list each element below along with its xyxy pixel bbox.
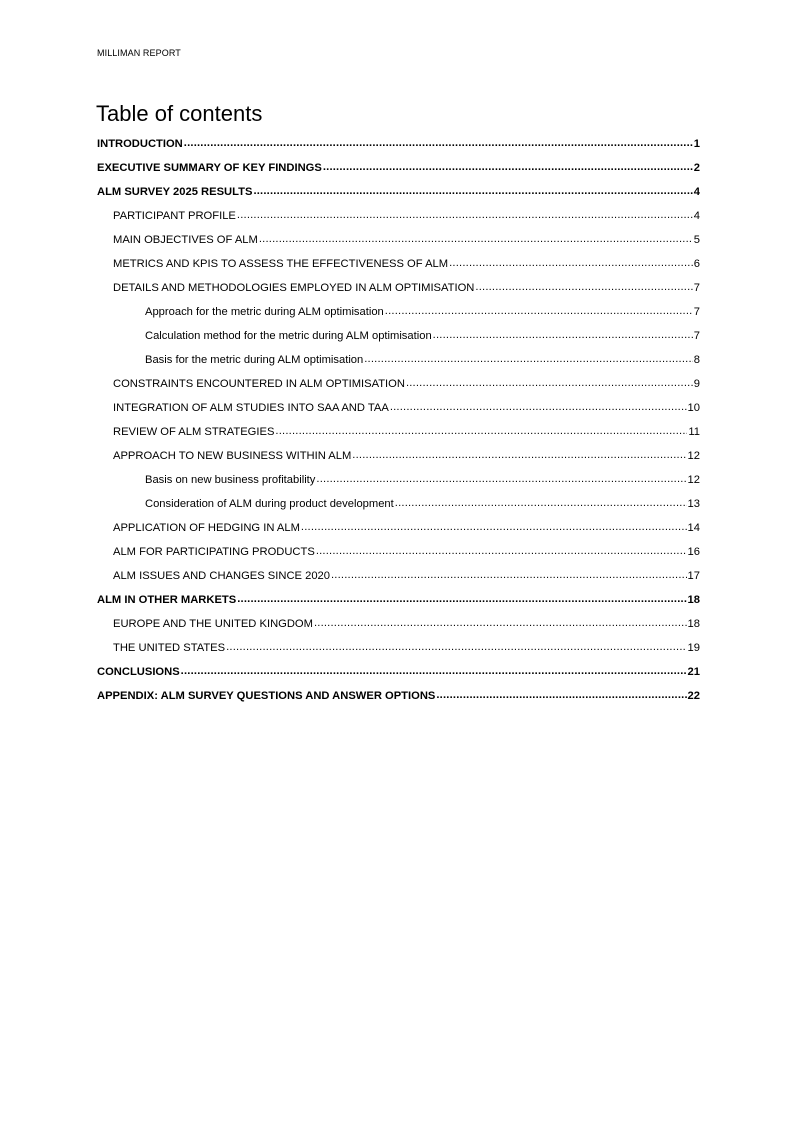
toc-entry-label: CONCLUSIONS bbox=[97, 666, 180, 678]
toc-entry-label: DETAILS AND METHODOLOGIES EMPLOYED IN ALM OPTIMISATION bbox=[113, 282, 475, 294]
toc-entry-page-number: 18 bbox=[687, 618, 700, 630]
dot-leader bbox=[301, 521, 687, 535]
toc-entry-label: ALM ISSUES AND CHANGES SINCE 2020 bbox=[113, 570, 330, 582]
toc-entry[interactable] bbox=[0, 588, 700, 612]
toc-entry-label: APPENDIX: ALM SURVEY QUESTIONS AND ANSWER OPTIONS bbox=[97, 690, 436, 702]
toc-entry[interactable] bbox=[0, 132, 700, 156]
toc-entry-page-number: 9 bbox=[693, 378, 700, 390]
toc-entry-label: Basis for the metric during ALM optimisation bbox=[145, 354, 364, 366]
toc-entry-label: APPLICATION OF HEDGING IN ALM bbox=[113, 522, 300, 534]
toc-entry-label: EUROPE AND THE UNITED KINGDOM bbox=[113, 618, 313, 630]
toc-entry-page-number: 2 bbox=[693, 162, 700, 174]
dot-leader bbox=[395, 497, 687, 511]
dot-leader bbox=[449, 257, 693, 271]
dot-leader bbox=[275, 425, 687, 439]
page-title: Table of contents bbox=[96, 101, 263, 126]
toc-entry[interactable] bbox=[0, 420, 700, 444]
dot-leader bbox=[323, 161, 693, 175]
toc-entry[interactable] bbox=[0, 348, 700, 372]
toc-entry-page-number: 8 bbox=[693, 354, 700, 366]
toc-entry-label: Approach for the metric during ALM optimisation bbox=[145, 306, 384, 318]
toc-entry[interactable] bbox=[0, 204, 700, 228]
toc-entry-label: Basis on new business profitability bbox=[145, 474, 316, 486]
dot-leader bbox=[226, 641, 686, 655]
toc-entry-page-number: 12 bbox=[687, 450, 700, 462]
toc-entry-page-number: 19 bbox=[687, 642, 700, 654]
toc-entry-label: REVIEW OF ALM STRATEGIES bbox=[113, 426, 275, 438]
toc-entry-page-number: 5 bbox=[693, 234, 700, 246]
toc-entry[interactable] bbox=[0, 300, 700, 324]
toc-entry-page-number: 10 bbox=[687, 402, 700, 414]
dot-leader bbox=[253, 185, 692, 199]
dot-leader bbox=[475, 281, 692, 295]
toc-entry-label: Calculation method for the metric during ALM optimisation bbox=[145, 330, 432, 342]
dot-leader bbox=[316, 545, 687, 559]
toc-entry-label: EXECUTIVE SUMMARY OF KEY FINDINGS bbox=[97, 162, 322, 174]
dot-leader bbox=[316, 473, 686, 487]
toc-entry-page-number: 7 bbox=[693, 282, 700, 294]
toc-entry[interactable] bbox=[0, 612, 700, 636]
toc-entry-page-number: 21 bbox=[687, 666, 700, 678]
toc-entry-page-number: 6 bbox=[693, 258, 700, 270]
toc-entry[interactable] bbox=[0, 492, 700, 516]
dot-leader bbox=[385, 305, 693, 319]
toc-entry[interactable] bbox=[0, 252, 700, 276]
toc-entry-page-number: 1 bbox=[693, 138, 700, 150]
toc-entry-label: CONSTRAINTS ENCOUNTERED IN ALM OPTIMISATION bbox=[113, 378, 405, 390]
toc-entry-label: PARTICIPANT PROFILE bbox=[113, 210, 236, 222]
toc-entry-label: APPROACH TO NEW BUSINESS WITHIN ALM bbox=[113, 450, 352, 462]
toc-entry-label: METRICS AND KPIS TO ASSESS THE EFFECTIVENESS OF ALM bbox=[113, 258, 449, 270]
toc-entry-page-number: 22 bbox=[687, 690, 700, 702]
running-header: MILLIMAN REPORT bbox=[97, 48, 181, 58]
dot-leader bbox=[436, 689, 686, 703]
toc-entry-label: MAIN OBJECTIVES OF ALM bbox=[113, 234, 258, 246]
toc-entry-label: THE UNITED STATES bbox=[113, 642, 226, 654]
dot-leader bbox=[352, 449, 686, 463]
dot-leader bbox=[433, 329, 693, 343]
table-of-contents bbox=[0, 132, 800, 708]
toc-entry[interactable] bbox=[0, 564, 700, 588]
toc-entry[interactable] bbox=[0, 516, 700, 540]
toc-entry[interactable] bbox=[0, 660, 700, 684]
toc-entry-page-number: 4 bbox=[693, 186, 700, 198]
toc-entry[interactable] bbox=[0, 636, 700, 660]
dot-leader bbox=[314, 617, 687, 631]
toc-entry-page-number: 7 bbox=[693, 306, 700, 318]
dot-leader bbox=[237, 593, 686, 607]
toc-entry[interactable] bbox=[0, 444, 700, 468]
toc-entry-page-number: 17 bbox=[687, 570, 700, 582]
toc-entry[interactable] bbox=[0, 468, 700, 492]
toc-entry-label: ALM FOR PARTICIPATING PRODUCTS bbox=[113, 546, 315, 558]
toc-entry-page-number: 4 bbox=[693, 210, 700, 222]
toc-entry-page-number: 12 bbox=[687, 474, 700, 486]
dot-leader bbox=[237, 209, 693, 223]
toc-entry-label: Consideration of ALM during product development bbox=[145, 498, 394, 510]
toc-entry-page-number: 16 bbox=[687, 546, 700, 558]
dot-leader bbox=[406, 377, 693, 391]
toc-entry[interactable] bbox=[0, 684, 700, 708]
dot-leader bbox=[364, 353, 693, 367]
toc-entry[interactable] bbox=[0, 540, 700, 564]
toc-entry-label: INTRODUCTION bbox=[97, 138, 183, 150]
toc-entry-page-number: 7 bbox=[693, 330, 700, 342]
toc-entry-label: INTEGRATION OF ALM STUDIES INTO SAA AND TAA bbox=[113, 402, 389, 414]
toc-entry-page-number: 13 bbox=[687, 498, 700, 510]
toc-entry-label: ALM SURVEY 2025 RESULTS bbox=[97, 186, 253, 198]
toc-entry[interactable] bbox=[0, 156, 700, 180]
dot-leader bbox=[181, 665, 687, 679]
toc-entry[interactable] bbox=[0, 228, 700, 252]
toc-entry[interactable] bbox=[0, 324, 700, 348]
dot-leader bbox=[184, 137, 693, 151]
toc-entry[interactable] bbox=[0, 396, 700, 420]
toc-entry[interactable] bbox=[0, 180, 700, 204]
toc-entry-page-number: 14 bbox=[687, 522, 700, 534]
dot-leader bbox=[390, 401, 687, 415]
toc-entry-label: ALM IN OTHER MARKETS bbox=[97, 594, 237, 606]
toc-entry[interactable] bbox=[0, 276, 700, 300]
toc-entry-page-number: 11 bbox=[688, 426, 700, 438]
toc-entry[interactable] bbox=[0, 372, 700, 396]
dot-leader bbox=[259, 233, 693, 247]
toc-entry-page-number: 18 bbox=[687, 594, 700, 606]
dot-leader bbox=[331, 569, 687, 583]
